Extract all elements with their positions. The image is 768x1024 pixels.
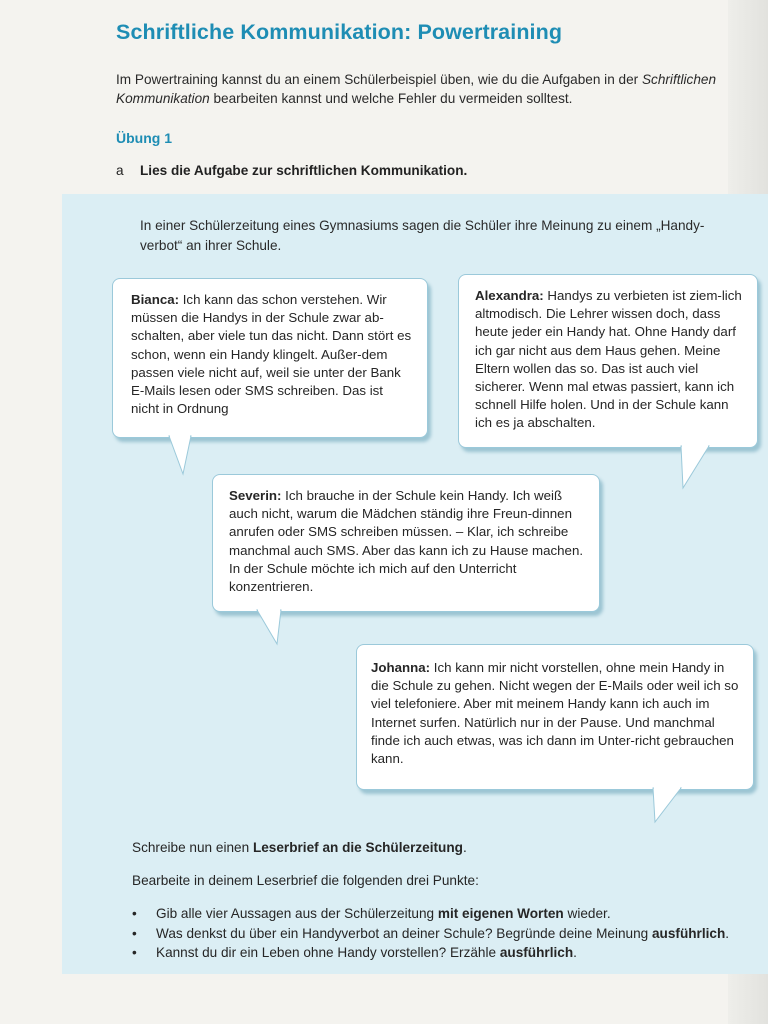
statement-text-severin: Ich brauche in der Schule kein Handy. Ich weiß auch nicht, warum die Mädchen ständig ihre Freun-dinnen anrufen oder SMS schreiben müssen. – Klar, ich schreibe manchmal auch SMS. Aber das kann ich zu Hause machen. In der Schule möchte ich mich auf den Unterricht konzentrieren. [229, 488, 584, 595]
points-intro: Bearbeite in deinem Leserbrief die folgenden drei Punkte: [132, 873, 479, 888]
writing-text-bold: Leserbrief an die Schülerzeitung [252, 840, 463, 855]
intro-text-2: bearbeiten kannst und welche Fehler du vermeiden solltest. [209, 91, 573, 106]
bubble-tail-severin [257, 610, 283, 646]
point-text: Was denkst du über ein Handyverbot an deiner Schule? Begründe deine Meinung [156, 925, 652, 941]
point-text: Gib alle vier Aussagen aus der Schülerzeitung [156, 906, 438, 921]
speaker-name-bianca: Bianca: [131, 292, 180, 307]
point-text-bold: mit eigenen Worten [437, 906, 564, 921]
speaker-name-alexandra: Alexandra: [475, 288, 544, 303]
exercise-heading: Übung 1 [116, 130, 172, 146]
point-text: Kannst du dir ein Leben ohne Handy vorstellen? Erzähle [156, 945, 500, 960]
point-text-bold: ausführlich [652, 925, 726, 941]
page-title: Schriftliche Kommunikation: Powertraining [116, 20, 563, 44]
speech-bubble-alexandra [458, 274, 758, 448]
statement-text-alexandra: Handys zu verbieten ist ziem-lich altmodisch. Die Lehrer wissen doch, dass heute jeder ein Handy hat. Ohne Handy darf ich gar nicht aus dem Haus gehen. Meine Eltern wollen das so. Das ist auch viel sicherer. Wenn mal etwas passiert, kann ich schnell Hilfe holen. Und in der Schule kann ich es ja abschalten. [475, 288, 742, 431]
speaker-name-johanna: Johanna: [371, 660, 431, 675]
writing-text-2: . [462, 840, 467, 855]
point-text-bold: ausführlich [499, 945, 574, 960]
point-text: . [573, 945, 577, 960]
task-points-list [132, 904, 768, 963]
statement-text-johanna: Ich kann mir nicht vorstellen, ohne mein Handy in die Schule zu gehen. Nicht wegen der E-Mails oder weil ich so viel telefoniere. Aber mit meinem Handy kann ich auch im Internet surfen. Natürlich nur in der Pause. Und manchmal finde ich auch etwas, was ich dann im Unter-richt gebrauchen kann. [371, 660, 739, 767]
intro-text-1: Im Powertraining kannst du an einem Schülerbeispiel üben, wie du die Aufgaben in der [116, 72, 642, 87]
statement-bianca [113, 279, 427, 418]
point-text: wieder. [563, 906, 611, 921]
bullet: • [132, 945, 137, 960]
writing-text-1: Schreibe nun einen [132, 840, 253, 855]
bullet: • [132, 925, 137, 941]
statement-alexandra [459, 275, 757, 433]
writing-instruction [132, 840, 752, 855]
speech-bubble-bianca [112, 278, 428, 438]
list-item [132, 904, 768, 924]
intro-paragraph [116, 70, 756, 108]
task-letter: a [116, 163, 124, 178]
bubble-tail-bianca [169, 436, 193, 476]
point-text: . [725, 925, 730, 941]
speaker-name-severin: Severin: [229, 488, 282, 503]
list-item [132, 943, 768, 963]
task-text: Lies die Aufgabe zur schriftlichen Kommunikation. [140, 163, 468, 178]
intro-text-italic: Schriftlichen Kommunikation [116, 72, 717, 106]
statement-text-bianca: Ich kann das schon verstehen. Wir müssen die Handys in der Schule zwar ab-schalten, aber viele tun das nicht. Dann stört es schon, wenn ein Handy klingelt. Außer-dem passen viele nicht auf, weil sie unter der Bank E-Mails lesen oder SMS schreiben. Das ist nicht in Ordnung [131, 292, 412, 417]
statement-johanna [357, 645, 753, 768]
bubble-tail-alexandra [681, 446, 711, 490]
list-item [132, 924, 768, 944]
bullet: • [132, 906, 137, 921]
bubble-tail-johanna [653, 788, 683, 824]
speech-bubble-johanna [356, 644, 754, 790]
task-instruction [116, 163, 467, 178]
statement-severin [213, 475, 599, 596]
context-text: In einer Schülerzeitung eines Gymnasiums sagen die Schüler ihre Meinung zu einem „Handy-verbot“ an ihrer Schule. [140, 218, 705, 253]
speech-bubble-severin [212, 474, 600, 612]
